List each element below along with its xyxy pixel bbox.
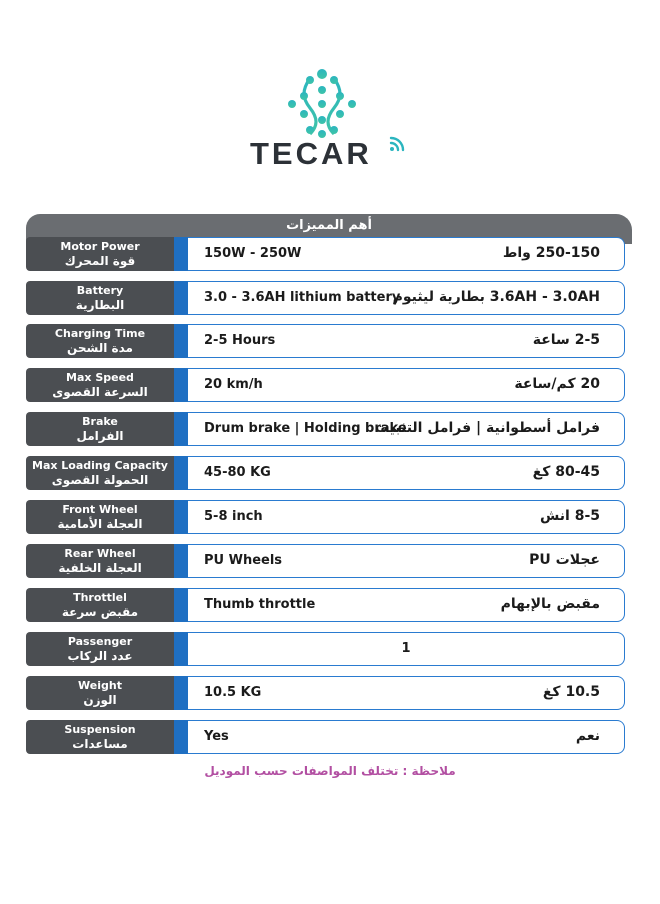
accent-stripe xyxy=(174,676,188,710)
spec-label xyxy=(26,412,174,446)
spec-value-ar: فرامل أسطوانية | فرامل التثبيت xyxy=(374,420,600,436)
spec-value-en: Yes xyxy=(204,729,229,744)
tecar-logo-icon xyxy=(282,68,362,140)
spec-row-charging-time xyxy=(26,324,626,358)
wireless-icon xyxy=(388,132,410,154)
spec-value-ar: عجلات PU xyxy=(529,552,600,568)
accent-stripe xyxy=(174,544,188,578)
spec-value xyxy=(188,632,625,666)
spec-label-en: Charging Time xyxy=(54,327,146,340)
spec-row-battery xyxy=(26,281,626,315)
spec-row-brake xyxy=(26,412,626,446)
spec-value-ar: 20 كم/ساعة xyxy=(514,376,600,392)
spec-value-en: 10.5 KG xyxy=(204,685,262,700)
spec-label-en: Weight xyxy=(78,679,122,692)
spec-label-en: Throttlel xyxy=(73,591,127,604)
spec-label-ar: مقبض سرعة xyxy=(61,605,139,619)
spec-label-ar: مساعدات xyxy=(72,737,128,751)
spec-label xyxy=(26,281,174,315)
spec-value-en: 20 km/h xyxy=(204,377,263,392)
spec-value xyxy=(188,237,625,271)
accent-stripe xyxy=(174,632,188,666)
spec-row-motor-power xyxy=(26,237,626,271)
accent-stripe xyxy=(174,324,188,358)
spec-label-ar: الفرامل xyxy=(76,429,124,443)
spec-row-max-loading xyxy=(26,456,626,490)
spec-label xyxy=(26,544,174,578)
spec-label-en: Max Speed xyxy=(66,371,134,384)
spec-row-weight xyxy=(26,676,626,710)
accent-stripe xyxy=(174,456,188,490)
spec-label xyxy=(26,632,174,666)
spec-label-en: Battery xyxy=(76,284,124,297)
spec-label xyxy=(26,237,174,271)
spec-value xyxy=(188,281,625,315)
accent-stripe xyxy=(174,368,188,402)
spec-row-throttle xyxy=(26,588,626,622)
spec-value-en: 5-8 inch xyxy=(204,509,263,524)
spec-label-en: Rear Wheel xyxy=(64,547,136,560)
logo-area xyxy=(0,0,660,200)
spec-row-suspension xyxy=(26,720,626,754)
spec-row-front-wheel xyxy=(26,500,626,534)
spec-label-ar: البطارية xyxy=(75,298,125,312)
spec-label xyxy=(26,500,174,534)
spec-label-ar: الحمولة القصوى xyxy=(51,473,149,487)
spec-label-en: Motor Power xyxy=(60,240,140,253)
spec-label-ar: السرعة القصوى xyxy=(52,385,148,399)
spec-label xyxy=(26,720,174,754)
spec-value xyxy=(188,456,625,490)
spec-label-ar: مدة الشحن xyxy=(67,341,133,355)
spec-value xyxy=(188,368,625,402)
spec-value-ar: 10.5 كغ xyxy=(542,684,600,700)
model-note: ملاحظة : تختلف المواصفات حسب الموديل xyxy=(204,764,456,778)
spec-value-ar: 2-5 ساعة xyxy=(532,332,600,348)
spec-value xyxy=(188,412,625,446)
spec-label-en: Suspension xyxy=(64,723,136,736)
spec-value-en: Thumb throttle xyxy=(204,597,316,612)
spec-value xyxy=(188,544,625,578)
spec-label xyxy=(26,588,174,622)
spec-value xyxy=(188,676,625,710)
spec-label-en: Front Wheel xyxy=(62,503,138,516)
spec-value-en: 45-80 KG xyxy=(204,465,271,480)
accent-stripe xyxy=(174,412,188,446)
spec-label xyxy=(26,676,174,710)
spec-value xyxy=(188,500,625,534)
spec-label-ar: الوزن xyxy=(83,693,117,707)
accent-stripe xyxy=(174,237,188,271)
accent-stripe xyxy=(174,588,188,622)
spec-value-ar: 3.6AH - 3.0AH بطارية ليثيوم xyxy=(392,289,600,305)
spec-label-ar: العجلة الأمامية xyxy=(57,517,143,531)
spec-value-ar: 8-5 انش xyxy=(539,508,600,524)
spec-value-en: 150W - 250W xyxy=(204,246,302,261)
features-header-title: أهم المميزات xyxy=(286,218,372,233)
spec-value-ar: مقبض بالإبهام xyxy=(500,596,600,612)
spec-value-en: 2-5 Hours xyxy=(204,333,276,348)
spec-value-center: 1 xyxy=(401,641,411,656)
spec-row-rear-wheel xyxy=(26,544,626,578)
spec-label-en: Max Loading Capacity xyxy=(32,459,168,472)
spec-row-max-speed xyxy=(26,368,626,402)
spec-value-en: 3.0 - 3.6AH lithium battery xyxy=(204,290,401,305)
spec-label xyxy=(26,324,174,358)
spec-value-ar: 80-45 كغ xyxy=(532,464,600,480)
spec-value xyxy=(188,588,625,622)
spec-value-en: PU Wheels xyxy=(204,553,283,568)
spec-label xyxy=(26,456,174,490)
spec-value xyxy=(188,324,625,358)
spec-value xyxy=(188,720,625,754)
accent-stripe xyxy=(174,720,188,754)
accent-stripe xyxy=(174,281,188,315)
spec-label-en: Passenger xyxy=(67,635,133,648)
spec-label-ar: قوة المحرك xyxy=(64,254,136,268)
spec-value-ar: نعم xyxy=(575,728,600,744)
spec-label-ar: العجلة الخلفية xyxy=(58,561,142,575)
spec-label-ar: عدد الركاب xyxy=(67,649,133,663)
spec-row-passenger xyxy=(26,632,626,666)
brand-name: TECAR xyxy=(250,136,372,171)
spec-value-en: Drum brake | Holding brake xyxy=(204,421,407,436)
spec-value-ar: 250-150 واط xyxy=(502,245,600,261)
spec-label xyxy=(26,368,174,402)
accent-stripe xyxy=(174,500,188,534)
spec-label-en: Brake xyxy=(82,415,118,428)
